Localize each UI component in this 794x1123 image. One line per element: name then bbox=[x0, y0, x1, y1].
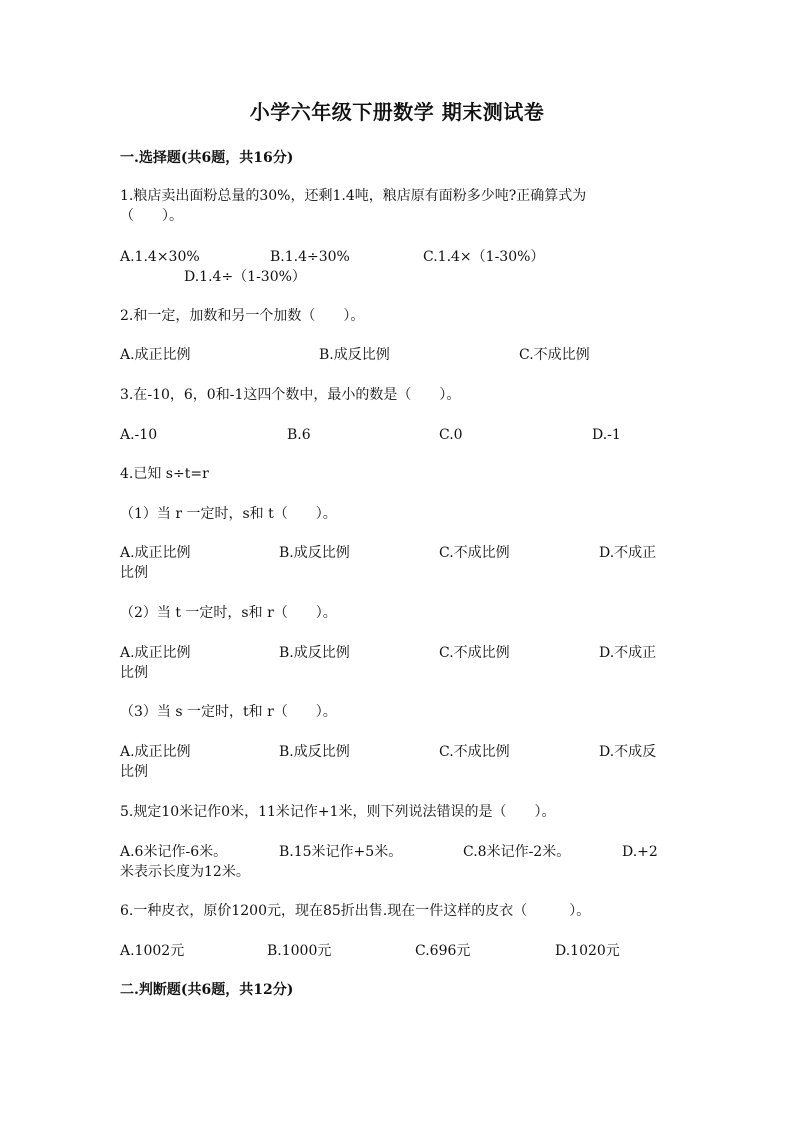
question-3-option-a: A.-10 bbox=[120, 427, 158, 443]
question-5-stem: 5.规定10米记作0米，11米记作+1米，则下列说法错误的是（ ）。 bbox=[120, 804, 556, 820]
question-3-stem: 3.在-10，6，0和-1这四个数中，最小的数是（ ）。 bbox=[120, 387, 461, 403]
question-4-sub3-option-d-cont: 比例 bbox=[120, 764, 148, 780]
question-6-option-d: D.1020元 bbox=[555, 943, 620, 959]
question-4-sub1-option-c: C.不成比例 bbox=[439, 545, 510, 561]
question-4-sub1-option-d: D.不成正 bbox=[599, 545, 657, 561]
question-4-sub3-stem: （3）当 s 一定时，t和 r（ ）。 bbox=[120, 704, 337, 720]
question-2-option-b: B.成反比例 bbox=[319, 347, 390, 363]
question-4-sub1-option-a: A.成正比例 bbox=[120, 545, 191, 561]
question-6-stem: 6.一种皮衣，原价1200元，现在85折出售.现在一件这样的皮衣（ ）。 bbox=[120, 903, 591, 919]
question-1-option-b: B.1.4÷30% bbox=[270, 249, 350, 265]
question-3-option-b: B.6 bbox=[287, 427, 311, 443]
question-4-stem: 4.已知 s÷t=r bbox=[120, 466, 209, 482]
question-3-option-c: C.0 bbox=[439, 427, 463, 443]
question-1-option-a: A.1.4×30% bbox=[120, 249, 200, 265]
question-4-sub3-option-b: B.成反比例 bbox=[279, 744, 350, 760]
question-6-option-b: B.1000元 bbox=[267, 943, 332, 959]
question-4-sub2-option-d-cont: 比例 bbox=[120, 665, 148, 681]
question-5-option-d-cont: 米表示长度为12米。 bbox=[120, 864, 250, 880]
question-2-stem: 2.和一定，加数和另一个加数（ ）。 bbox=[120, 308, 365, 324]
question-4-sub2-option-b: B.成反比例 bbox=[279, 645, 350, 661]
question-5-option-c: C.8米记作-2米。 bbox=[463, 844, 571, 860]
question-1-stem-cont: （ ）。 bbox=[120, 208, 183, 224]
question-5-option-b: B.15米记作+5米。 bbox=[279, 844, 403, 860]
question-4-sub1-option-b: B.成反比例 bbox=[279, 545, 350, 561]
question-2-option-a: A.成正比例 bbox=[120, 347, 191, 363]
question-4-sub3-option-a: A.成正比例 bbox=[120, 744, 191, 760]
section-heading-judgement: 二.判断题(共6题，共12分) bbox=[120, 982, 294, 998]
question-4-sub1-stem: （1）当 r 一定时，s和 t（ ）。 bbox=[120, 506, 337, 522]
section-heading-choice: 一.选择题(共6题，共16分) bbox=[120, 150, 294, 166]
question-4-sub2-option-d: D.不成正 bbox=[599, 645, 657, 661]
question-1-stem: 1.粮店卖出面粉总量的30%，还剩1.4吨，粮店原有面粉多少吨?正确算式为 bbox=[120, 188, 587, 204]
question-5-option-d: D.+2 bbox=[622, 844, 658, 860]
page-title: 小学六年级下册数学 期末测试卷 bbox=[249, 100, 545, 124]
question-4-sub3-option-c: C.不成比例 bbox=[439, 744, 510, 760]
question-4-sub2-option-c: C.不成比例 bbox=[439, 645, 510, 661]
question-4-sub3-option-d: D.不成反 bbox=[599, 744, 657, 760]
question-6-option-a: A.1002元 bbox=[120, 943, 185, 959]
question-2-option-c: C.不成比例 bbox=[519, 347, 590, 363]
question-3-option-d: D.-1 bbox=[592, 427, 621, 443]
question-1-option-c: C.1.4×（1-30%） bbox=[423, 249, 545, 265]
question-5-option-a: A.6米记作-6米。 bbox=[120, 844, 228, 860]
question-4-sub2-option-a: A.成正比例 bbox=[120, 645, 191, 661]
question-6-option-c: C.696元 bbox=[415, 943, 471, 959]
question-4-sub2-stem: （2）当 t 一定时，s和 r（ ）。 bbox=[120, 605, 337, 621]
question-4-sub1-option-d-cont: 比例 bbox=[120, 565, 148, 581]
question-1-option-d: D.1.4÷（1-30%） bbox=[184, 269, 306, 285]
